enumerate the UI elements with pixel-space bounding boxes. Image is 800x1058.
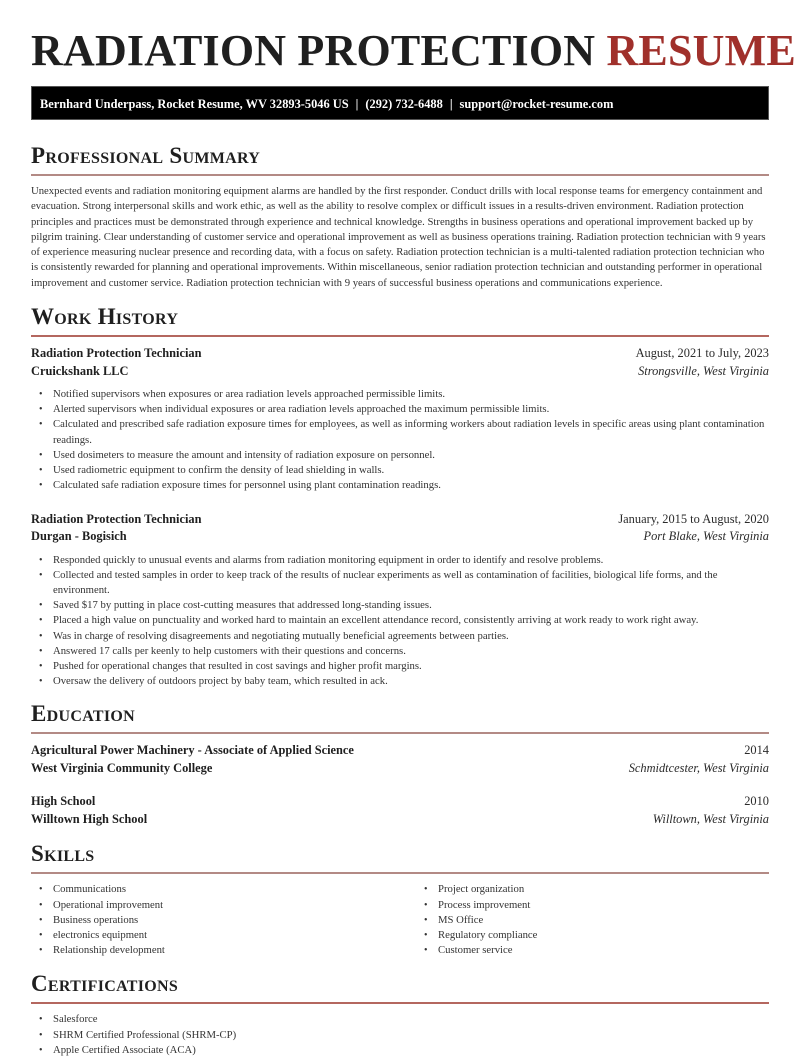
skills-heading: Skills <box>31 841 95 867</box>
list-item: • Collected and tested samples in order to keep track of the results of nuclear experiments as well as contamination of facilities, biological life forms, and the environment. <box>53 568 769 598</box>
title-accent: RESUME <box>606 26 796 75</box>
contact-phone: (292) 732-6488 <box>365 97 443 111</box>
skills-grid <box>31 882 769 958</box>
job-company-row <box>31 363 769 381</box>
contact-separator: | <box>449 97 453 111</box>
skill-item: • Customer service <box>438 943 800 958</box>
skill-item: • Operational improvement <box>53 898 416 913</box>
list-item: • Alerted supervisors when individual exposures or area radiation levels approached the maximum permissible limits. <box>53 402 769 417</box>
title-main: RADIATION PROTECTION <box>31 26 596 75</box>
degree-row <box>31 742 769 760</box>
section-divider <box>31 732 769 734</box>
job-title: Radiation Protection Technician <box>31 511 202 526</box>
certification-item: • Salesforce <box>53 1012 769 1027</box>
skills-section <box>31 841 769 958</box>
list-item: • Answered 17 calls per keenly to help customers with their questions and concerns. <box>53 644 769 659</box>
job-title-row <box>31 345 769 363</box>
education-entry <box>31 793 769 828</box>
education-entry <box>31 742 769 777</box>
degree-name: High School <box>31 794 96 809</box>
work-history-section <box>31 304 769 689</box>
certifications-heading: Certifications <box>31 971 179 997</box>
contact-bar <box>31 86 769 120</box>
school-location: Schmidtcester, West Virginia <box>628 760 769 775</box>
skills-list-left <box>31 882 416 958</box>
job-entry <box>31 345 769 493</box>
certification-item: • SHRM Certified Professional (SHRM-CP) <box>53 1028 769 1043</box>
summary-text: Unexpected events and radiation monitoring equipment alarms are handled by the first responder. Conduct drills with local response teams for emergency containment and evacuation. Strong interpersonal skills and work ethic, as well as the ability to resolve complex or difficult issues in a results-driven environment. Radiation protection principles and practices must be demonstrated through experience and technical knowledge. Strengths in business operations and operational improvement backed up by pilgrim training. Clear understanding of customer service and operational improvement as well as business operations training. Radiation protection technician with 9 years of experience measuring nuclear presence and recording data, with a focus on safety. Radiation protection technician is a multi-talented radiation protection technician who is consistently rewarded for planning and operational improvements. Within miscellaneous, senior radiation protection technician and outstanding performer in operational improvement and customer service. Radiation protection technician with 9 years of successful business operations and communications experience. <box>31 185 766 289</box>
graduation-year: 2014 <box>744 743 769 758</box>
skill-item: • Regulatory compliance <box>438 928 800 943</box>
school-name: West Virginia Community College <box>31 760 213 775</box>
job-location: Strongsville, West Virginia <box>638 363 769 378</box>
contact-separator: | <box>355 97 359 111</box>
section-divider <box>31 1002 769 1004</box>
job-dates: August, 2021 to July, 2023 <box>635 346 769 361</box>
school-location: Willtown, West Virginia <box>652 811 769 826</box>
skill-item: • Communications <box>53 882 416 897</box>
job-company: Durgan - Bogisich <box>31 529 127 543</box>
school-row <box>31 811 769 829</box>
job-bullets <box>31 387 769 493</box>
list-item: • Oversaw the delivery of outdoors project by baby team, which resulted in ack. <box>53 674 769 689</box>
job-title-row <box>31 511 769 529</box>
school-row <box>31 760 769 778</box>
list-item: • Responded quickly to unusual events and alarms from radiation monitoring equipment in order to identify and resolve problems. <box>53 553 769 568</box>
school-name: Willtown High School <box>31 811 148 826</box>
section-divider <box>31 174 769 176</box>
skill-item: • electronics equipment <box>53 928 416 943</box>
job-title: Radiation Protection Technician <box>31 346 202 361</box>
list-item: • Placed a high value on punctuality and worked hard to maintain an excellent attendance record, consistently arriving at work ready to work right away. <box>53 613 769 628</box>
list-item: • Calculated safe radiation exposure times for personnel using plant contamination readings. <box>53 478 769 493</box>
skills-list-right <box>416 882 800 958</box>
list-item: • Notified supervisors when exposures or area radiation levels approached permissible limits. <box>53 387 769 402</box>
list-item: • Used dosimeters to measure the amount and intensity of radiation exposure on personnel. <box>53 448 769 463</box>
summary-heading: Professional Summary <box>31 143 261 168</box>
degree-name: Agricultural Power Machinery - Associate of Applied Science <box>31 743 354 758</box>
summary-section <box>31 143 769 291</box>
resume-title <box>31 0 796 75</box>
skill-item: • MS Office <box>438 913 800 928</box>
graduation-year: 2010 <box>744 794 769 809</box>
certification-item: • Apple Certified Associate (ACA) <box>53 1043 769 1058</box>
certifications-section <box>31 971 769 1058</box>
list-item: • Was in charge of resolving disagreements and negotiating mutually beneficial agreements between parties. <box>53 629 769 644</box>
section-divider <box>31 335 769 337</box>
contact-email: support@rocket-resume.com <box>459 97 614 111</box>
degree-row <box>31 793 769 811</box>
skill-item: • Project organization <box>438 882 800 897</box>
contact-address: Bernhard Underpass, Rocket Resume, WV 32893-5046 US <box>40 97 349 111</box>
job-company: Cruickshank LLC <box>31 363 129 378</box>
certifications-list <box>31 1012 769 1058</box>
list-item: • Saved $17 by putting in place cost-cutting measures that addressed long-standing issues. <box>53 598 769 613</box>
skill-item: • Business operations <box>53 913 416 928</box>
job-location: Port Blake, West Virginia <box>643 529 769 543</box>
section-divider <box>31 872 769 874</box>
skill-item: • Process improvement <box>438 898 800 913</box>
job-entry <box>31 511 769 690</box>
list-item: • Calculated and prescribed safe radiation exposure times for employees, as well as informing workers about radiation levels in specific areas using plant contamination readings. <box>53 417 769 447</box>
education-heading: Education <box>31 701 135 727</box>
list-item: • Pushed for operational changes that resulted in cost savings and higher profit margins. <box>53 659 769 674</box>
education-section <box>31 701 769 828</box>
job-company-row <box>31 528 769 546</box>
list-item: • Used radiometric equipment to confirm the density of lead shielding in walls. <box>53 463 769 478</box>
skill-item: • Relationship development <box>53 943 416 958</box>
work-history-heading: Work History <box>31 304 179 330</box>
job-bullets <box>31 553 769 690</box>
job-dates: January, 2015 to August, 2020 <box>618 511 769 526</box>
